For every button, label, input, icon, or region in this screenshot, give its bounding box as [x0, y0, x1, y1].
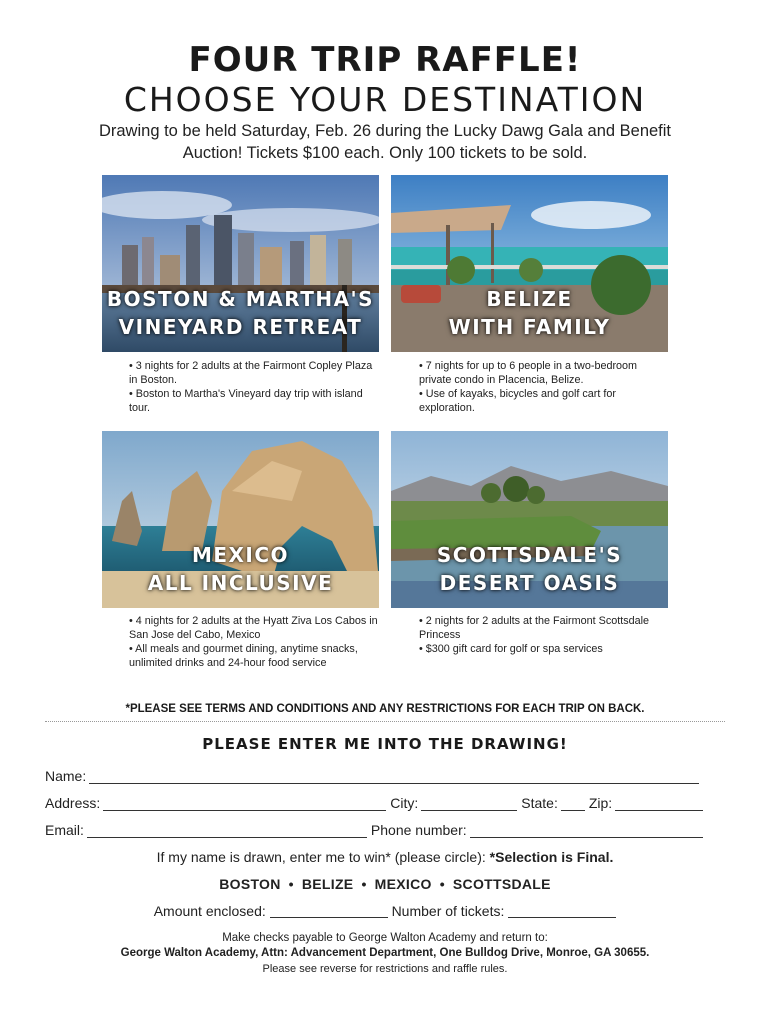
trip-title-line1: SCOTTSDALE'S: [436, 543, 623, 567]
bullet: • Use of kayaks, bicycles and golf cart for exploration.: [419, 388, 617, 414]
address-label: Address:: [45, 795, 101, 811]
separator: •: [288, 876, 294, 892]
bullet: • All meals and gourmet dining, anytime snacks, unlimited drinks and 24-hour food service: [129, 643, 358, 669]
trip-title-boston: [102, 285, 379, 341]
option-belize[interactable]: BELIZE: [301, 876, 354, 892]
bullet: • 4 nights for 2 adults at the Hyatt Ziva Los Cabos in San Jose del Cabo, Mexico: [129, 615, 378, 641]
dotted-divider: [45, 721, 725, 722]
name-row: [45, 768, 703, 784]
email-row: [45, 822, 703, 838]
phone-label: Phone number:: [370, 822, 467, 838]
bullet: • $300 gift card for golf or spa services: [419, 643, 603, 655]
boston-photo: [102, 175, 379, 352]
bullet: • 2 nights for 2 adults at the Fairmont Scottsdale Princess: [419, 615, 650, 641]
state-label: State:: [521, 795, 558, 811]
option-boston[interactable]: BOSTON: [219, 876, 281, 892]
amount-field[interactable]: [270, 903, 388, 918]
city-field[interactable]: [421, 796, 517, 811]
email-label: Email:: [45, 822, 84, 838]
trip-title-mexico: [102, 541, 379, 597]
separator: •: [439, 876, 445, 892]
address-row: [45, 795, 703, 811]
destination-options: [0, 876, 770, 892]
address-field[interactable]: [103, 796, 386, 811]
trip-title-belize: [391, 285, 668, 341]
belize-photo: [391, 175, 668, 352]
bullet: • 3 nights for 2 adults at the Fairmont Copley Plaza in Boston.: [129, 360, 373, 386]
page-subtitle: CHOOSE YOUR DESTINATION: [123, 80, 647, 119]
intro-text: Drawing to be held Saturday, Feb. 26 during the Lucky Dawg Gala and Benefit Auction! Tickets $100 each. Only 100 tickets to be sold.: [98, 122, 672, 162]
bullet: • 7 nights for up to 6 people in a two-bedroom private condo in Placencia, Belize.: [419, 360, 638, 386]
trip-title-line2: VINEYARD RETREAT: [118, 315, 363, 339]
amount-label: Amount enclosed:: [153, 903, 266, 919]
trip-title-line1: BELIZE: [486, 287, 573, 311]
footer-note: Please see reverse for restrictions and raffle rules.: [262, 963, 508, 975]
footer-address: George Walton Academy, Attn: Advancement Department, One Bulldog Drive, Monroe, GA 30655.: [120, 947, 650, 959]
trip-bullets-scottsdale: [419, 614, 669, 656]
mexico-photo: [102, 431, 379, 608]
zip-field[interactable]: [615, 796, 703, 811]
trip-title-line1: BOSTON & MARTHA'S: [106, 287, 375, 311]
trip-bullets-belize: [419, 359, 669, 415]
tickets-label: Number of tickets:: [391, 903, 505, 919]
trip-title-line2: DESERT OASIS: [439, 571, 620, 595]
terms-note: *PLEASE SEE TERMS AND CONDITIONS AND ANY RESTRICTIONS FOR EACH TRIP ON BACK.: [125, 703, 645, 715]
trip-bullets-boston: [129, 359, 379, 415]
phone-field[interactable]: [470, 823, 703, 838]
option-scottsdale[interactable]: SCOTTSDALE: [452, 876, 551, 892]
selection-final: *Selection is Final.: [489, 849, 614, 865]
city-label: City:: [390, 795, 419, 811]
entry-heading: PLEASE ENTER ME INTO THE DRAWING!: [202, 735, 568, 753]
trip-title-line1: MEXICO: [191, 543, 290, 567]
option-mexico[interactable]: MEXICO: [374, 876, 432, 892]
amount-row: [0, 903, 770, 919]
email-field[interactable]: [87, 823, 367, 838]
bullet: • Boston to Martha's Vineyard day trip with island tour.: [129, 388, 363, 414]
circle-instruction: [0, 849, 770, 865]
state-field[interactable]: [561, 796, 585, 811]
page-title: FOUR TRIP RAFFLE!: [188, 40, 582, 80]
zip-label: Zip:: [588, 795, 613, 811]
circle-text: If my name is drawn, enter me to win* (please circle):: [156, 849, 486, 865]
trip-title-line2: WITH FAMILY: [448, 315, 611, 339]
scottsdale-photo: [391, 431, 668, 608]
trip-title-scottsdale: [391, 541, 668, 597]
footer-payable: Make checks payable to George Walton Academy and return to:: [222, 932, 548, 944]
trip-title-line2: ALL INCLUSIVE: [147, 571, 334, 595]
trip-bullets-mexico: [129, 614, 379, 670]
name-label: Name:: [45, 768, 87, 784]
tickets-field[interactable]: [508, 903, 616, 918]
name-field[interactable]: [89, 769, 699, 784]
separator: •: [361, 876, 367, 892]
